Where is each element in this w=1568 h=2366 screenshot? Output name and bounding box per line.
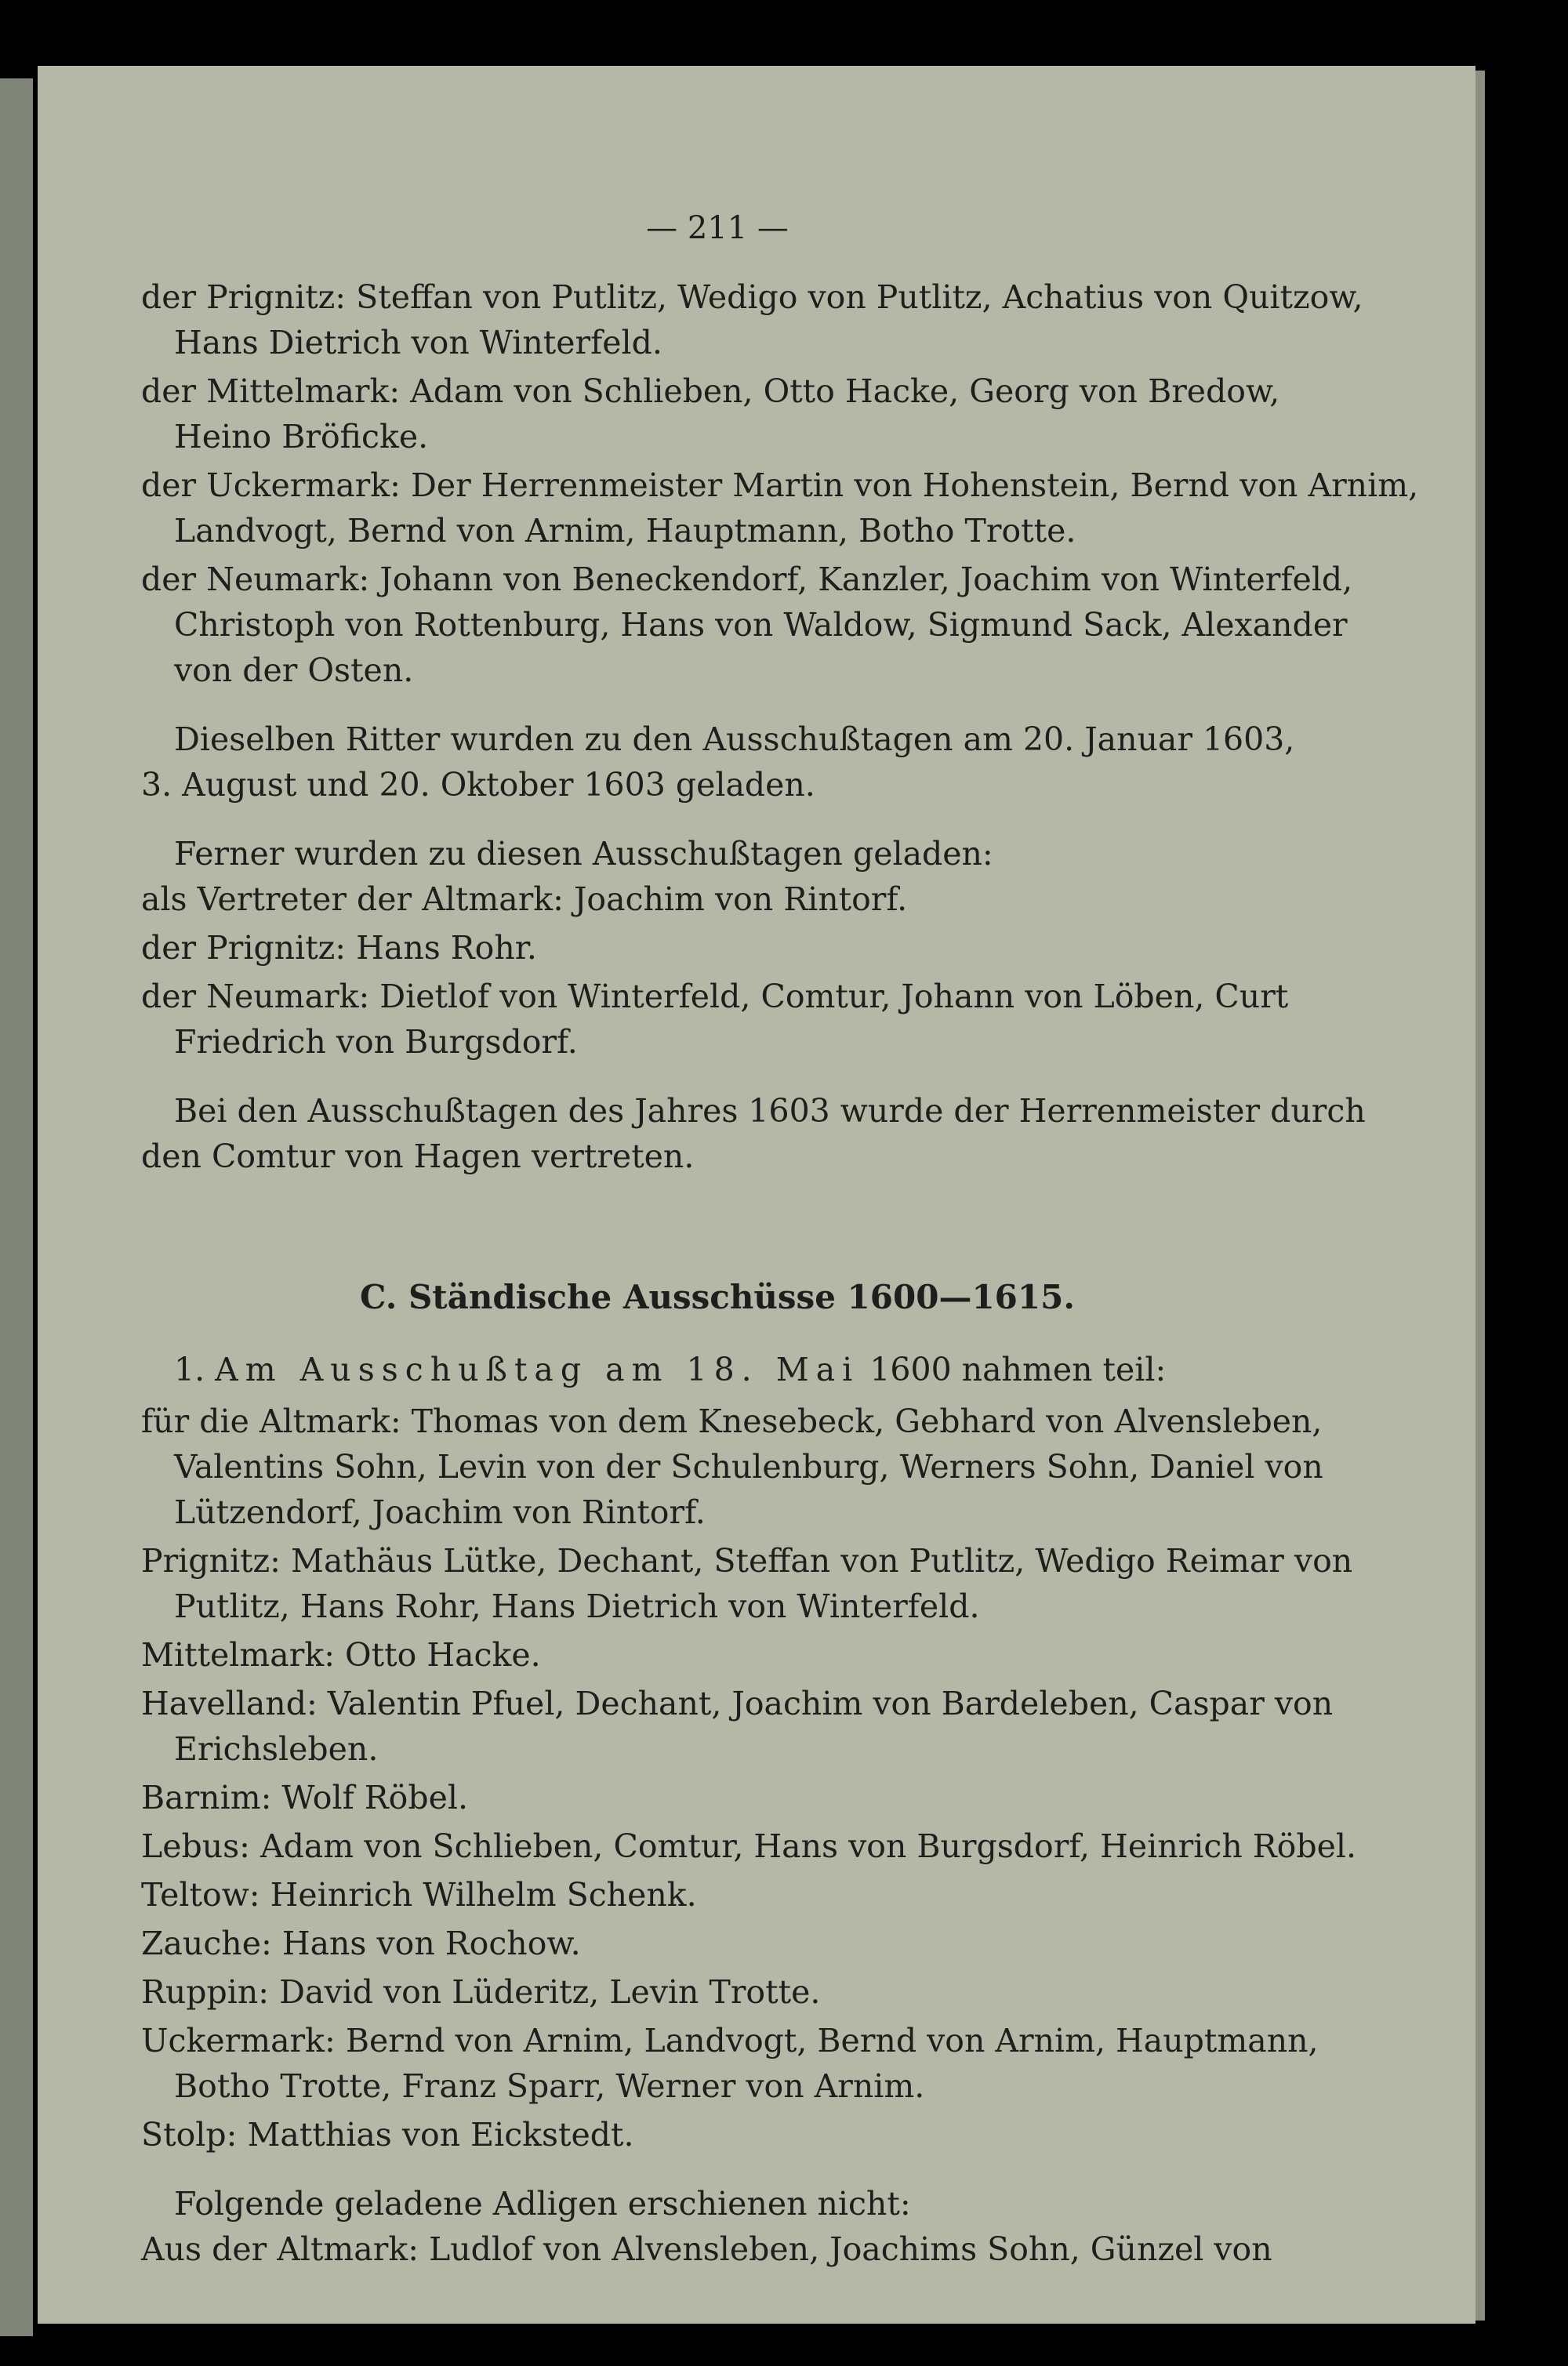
- intro-number: 1.: [174, 1351, 205, 1388]
- list-entry: [141, 1969, 1294, 2015]
- text-line: Havelland: Valentin Pfuel, Dechant, Joachim von Bardeleben, Caspar von: [141, 1685, 1334, 1722]
- list-entry: [141, 2018, 1319, 2109]
- text-line: Ruppin: David von Lüderitz, Levin Trotte.: [141, 1973, 821, 2011]
- text-line: Folgende geladene Adligen erschienen nicht:: [174, 2185, 911, 2223]
- text-line: Teltow: Heinrich Wilhelm Schenk.: [141, 1876, 697, 1914]
- section-intro: [141, 1347, 1294, 1392]
- page-text: [141, 140, 1419, 2275]
- list-entry: [141, 1681, 1334, 1772]
- text-line: von der Osten.: [174, 651, 414, 689]
- text-line: Erichsleben.: [174, 1730, 379, 1768]
- facing-page-edge: [0, 78, 33, 2336]
- text-line: Uckermark: Bernd von Arnim, Landvogt, Bernd von Arnim, Hauptmann,: [141, 2022, 1319, 2059]
- text-line: der Uckermark: Der Herrenmeister Martin von Hohenstein, Bernd von Arnim,: [141, 466, 1419, 504]
- list-entry: [141, 1921, 1294, 1966]
- text-line: Aus der Altmark: Ludlof von Alvensleben, Joachims Sohn, Günzel von: [141, 2230, 1272, 2268]
- text-line: Dieselben Ritter wurden zu den Ausschußtagen am 20. Januar 1603,: [174, 720, 1295, 758]
- list-entry: [141, 1872, 1294, 1918]
- list-entry: [141, 1823, 1356, 1869]
- list-entry: [141, 274, 1363, 365]
- list-entry: [141, 1775, 1294, 1820]
- list-entry: [141, 1538, 1353, 1629]
- text-line: Prignitz: Mathäus Lütke, Dechant, Steffan von Putlitz, Wedigo Reimar von: [141, 1542, 1353, 1580]
- text-line: Mittelmark: Otto Hacke.: [141, 1636, 541, 1674]
- paragraph: [141, 717, 1294, 807]
- paragraph: [141, 831, 1294, 876]
- text-line: Valentins Sohn, Levin von der Schulenburg, Werners Sohn, Daniel von: [174, 1448, 1323, 1486]
- text-line: Barnim: Wolf Röbel.: [141, 1779, 468, 1816]
- text-line: als Vertreter der Altmark: Joachim von Rintorf.: [141, 880, 908, 918]
- text-line: Putlitz, Hans Rohr, Hans Dietrich von Winterfeld.: [174, 1588, 980, 1625]
- text-block-bottom: [141, 1399, 1356, 2272]
- text-line: der Prignitz: Hans Rohr.: [141, 929, 537, 967]
- list-entry: [141, 557, 1353, 693]
- paragraph: [141, 2181, 1294, 2226]
- text-line: der Neumark: Johann von Beneckendorf, Kanzler, Joachim von Winterfeld,: [141, 561, 1353, 598]
- text-line: Bei den Ausschußtagen des Jahres 1603 wurde der Herrenmeister durch: [174, 1092, 1366, 1130]
- text-line: Lebus: Adam von Schlieben, Comtur, Hans von Burgsdorf, Heinrich Röbel.: [141, 1827, 1356, 1865]
- list-entry: [141, 1399, 1323, 1535]
- list-entry: [141, 876, 1294, 922]
- text-line: für die Altmark: Thomas von dem Knesebeck, Gebhard von Alvensleben,: [141, 1403, 1323, 1440]
- text-line: den Comtur von Hagen vertreten.: [141, 1138, 695, 1175]
- list-entry: [141, 463, 1419, 553]
- text-line: Ferner wurden zu diesen Ausschußtagen geladen:: [174, 835, 993, 873]
- text-line: Landvogt, Bernd von Arnim, Hauptmann, Botho Trotte.: [174, 512, 1076, 550]
- text-block-top: [141, 274, 1419, 1179]
- text-line: Botho Trotte, Franz Sparr, Werner von Arnim.: [174, 2067, 925, 2105]
- intro-rest: 1600 nahmen teil:: [869, 1351, 1167, 1388]
- paragraph: [141, 1088, 1366, 1179]
- text-line: Heino Bröficke.: [174, 418, 429, 455]
- page-number: — 211 —: [646, 210, 789, 246]
- page-edge-shadow: [1475, 71, 1485, 2321]
- section-heading: C. Ständische Ausschüsse 1600—1615.: [360, 1278, 1075, 1316]
- list-entry: [141, 2112, 1294, 2157]
- text-line: Friedrich von Burgsdorf.: [174, 1023, 578, 1061]
- list-entry: [141, 925, 1294, 971]
- list-entry: [141, 2226, 1294, 2272]
- text-line: Christoph von Rottenburg, Hans von Waldow, Sigmund Sack, Alexander: [174, 606, 1348, 644]
- list-entry: [141, 974, 1294, 1065]
- text-line: Zauche: Hans von Rochow.: [141, 1925, 581, 1962]
- list-entry: [141, 1632, 1294, 1678]
- text-line: Hans Dietrich von Winterfeld.: [174, 324, 662, 361]
- text-line: der Mittelmark: Adam von Schlieben, Otto Hacke, Georg von Bredow,: [141, 372, 1280, 410]
- text-line: der Neumark: Dietlof von Winterfeld, Comtur, Johann von Löben, Curt: [141, 978, 1289, 1015]
- text-line: 3. August und 20. Oktober 1603 geladen.: [141, 766, 815, 804]
- text-line: Lützendorf, Joachim von Rintorf.: [174, 1493, 706, 1531]
- intro-spaced-text: Am Ausschußtag am 18. Mai: [215, 1351, 860, 1388]
- list-entry: [141, 368, 1294, 459]
- text-line: Stolp: Matthias von Eickstedt.: [141, 2116, 634, 2154]
- text-line: der Prignitz: Steffan von Putlitz, Wedigo von Putlitz, Achatius von Quitzow,: [141, 278, 1363, 316]
